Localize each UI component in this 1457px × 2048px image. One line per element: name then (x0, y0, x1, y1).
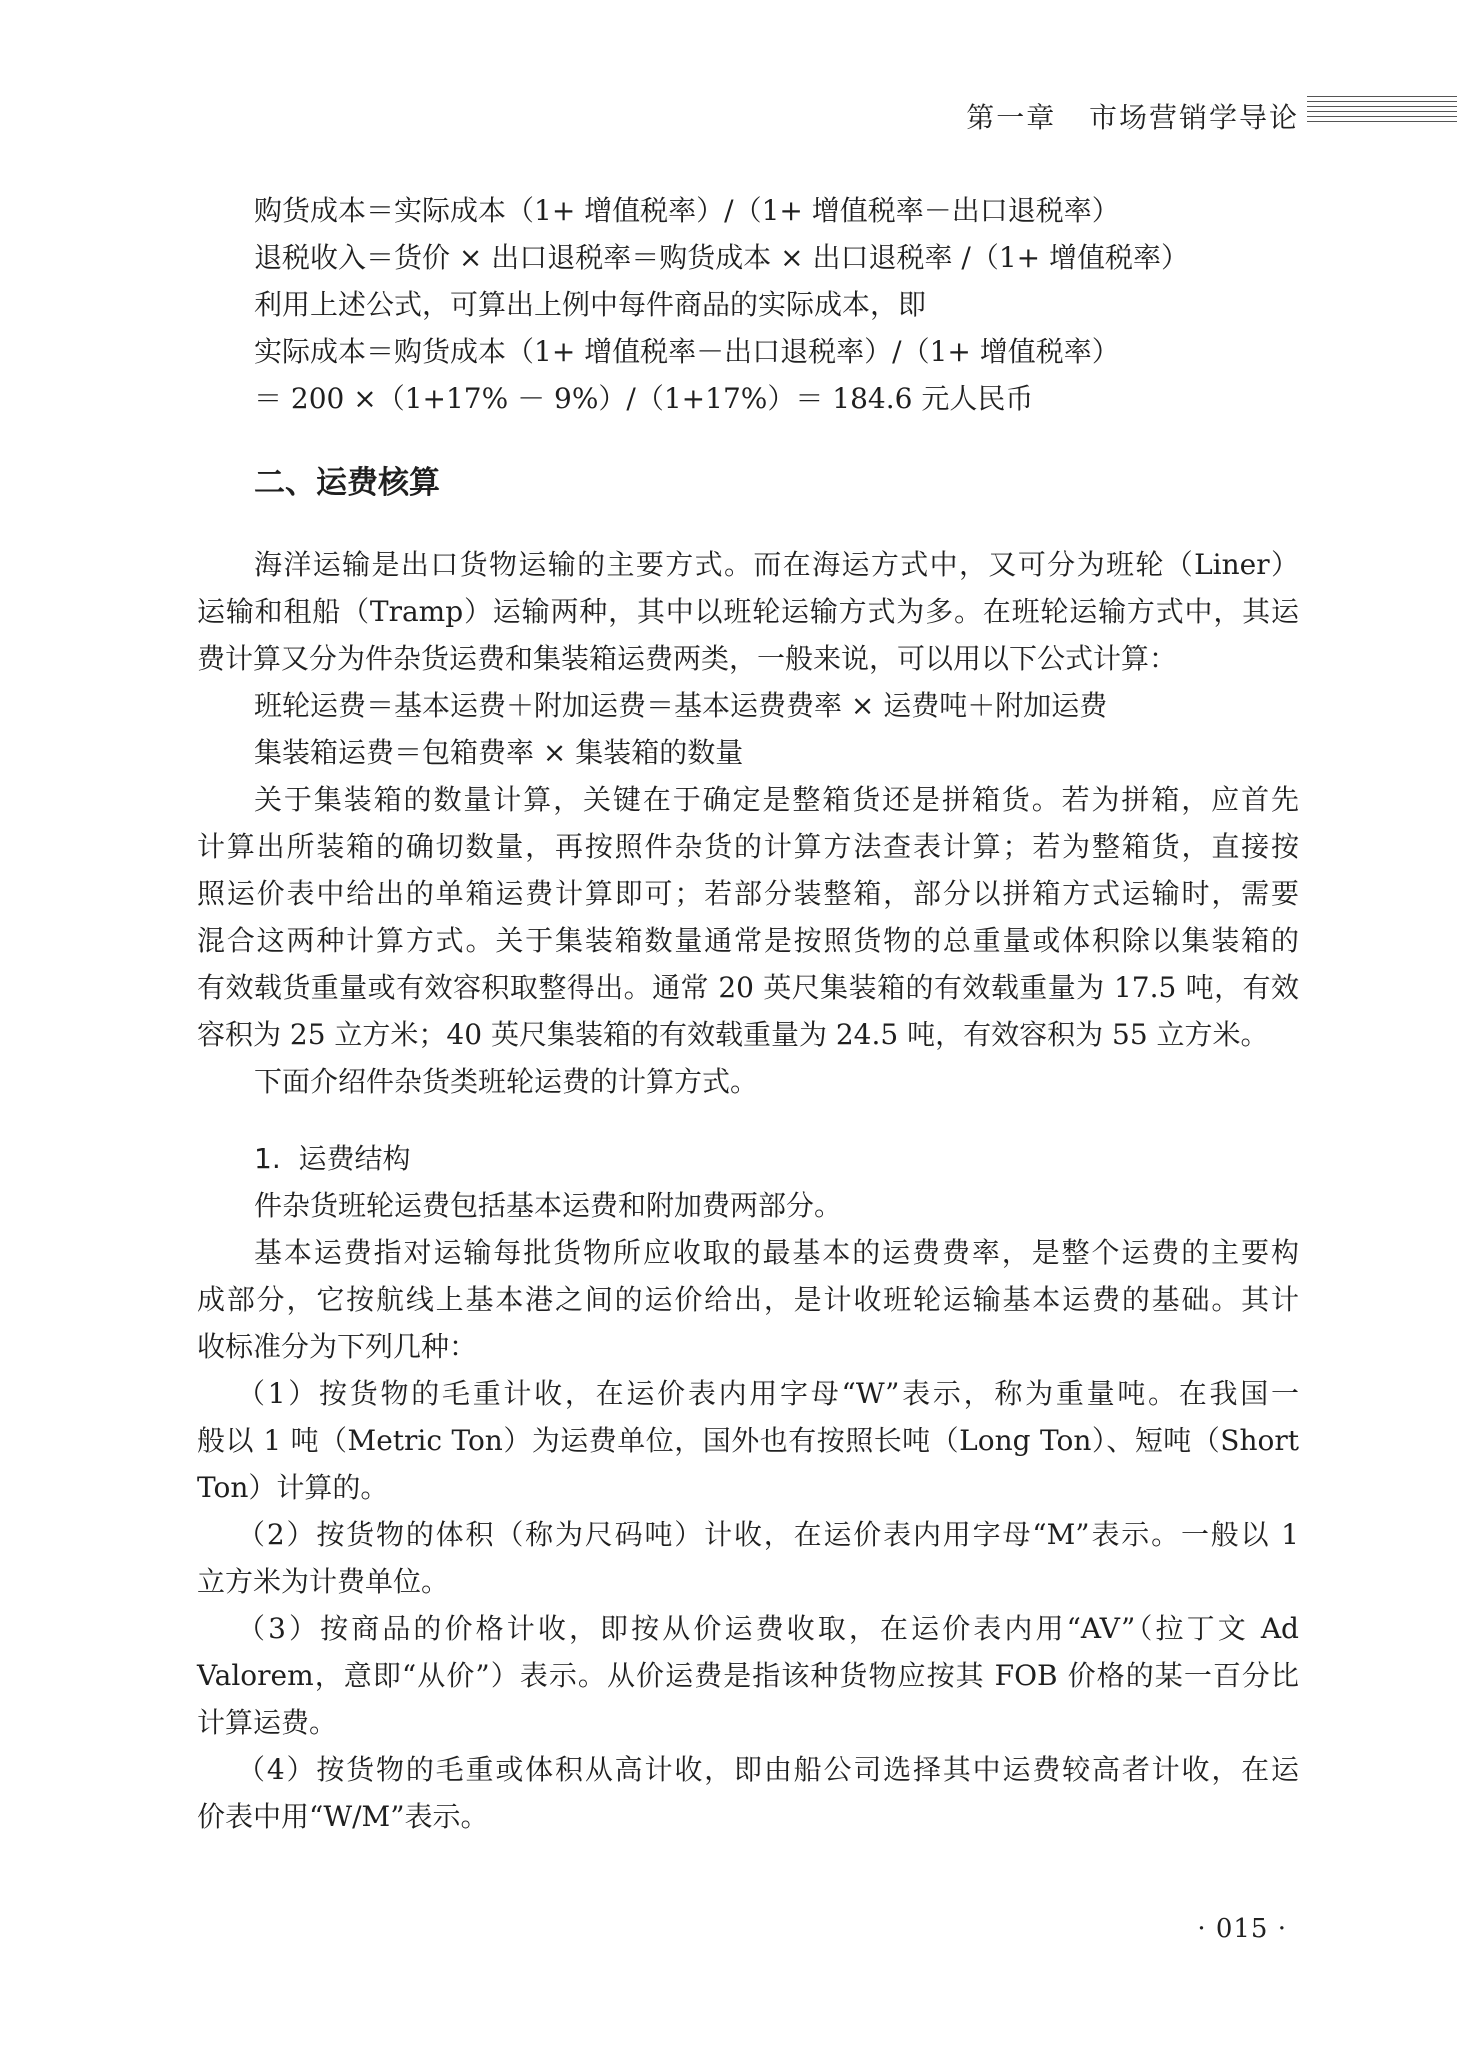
list-item-line: 立方米为计费单位。 (197, 1565, 450, 1598)
list-item-line: 价表中用“W/M”表示。 (197, 1800, 489, 1833)
chapter-name: 市场营销学导论 (1088, 101, 1299, 134)
formula-line: 购货成本＝实际成本（1+ 增值税率）/（1+ 增值税率－出口退税率） (254, 194, 1120, 227)
subsection-title: 运费结构 (298, 1142, 411, 1175)
list-item-line: Valorem，意即“从价”）表示。从价运费是指该种货物应按其 FOB 价格的某一百分比 (197, 1659, 1299, 1692)
formula-line: 退税收入＝货价 × 出口退税率＝购货成本 × 出口退税率 /（1+ 增值税率） (254, 241, 1190, 274)
list-item-line: （3）按商品的价格计收，即按从价运费收取，在运价表内用“AV”（拉丁文 Ad (237, 1612, 1299, 1645)
formula-line: 实际成本＝购货成本（1+ 增值税率－出口退税率）/（1+ 增值税率） (254, 335, 1120, 368)
header-rule-decoration (1307, 96, 1457, 136)
list-item-line: Ton）计算的。 (197, 1471, 389, 1504)
subsection-heading (197, 1135, 1299, 1182)
paragraph-line: 基本运费指对运输每批货物所应收取的最基本的运费费率，是整个运费的主要构 (254, 1236, 1299, 1269)
formula-line: 利用上述公式，可算出上例中每件商品的实际成本，即 (254, 288, 927, 321)
paragraph-line: 混合这两种计算方式。关于集装箱数量通常是按照货物的总重量或体积除以集装箱的 (197, 924, 1299, 957)
formula-line: ＝ 200 ×（1+17% － 9%）/（1+17%）＝ 184.6 元人民币 (254, 382, 1034, 415)
list-item-line: （4）按货物的毛重或体积从高计收，即由船公司选择其中运费较高者计收，在运 (237, 1753, 1299, 1786)
paragraph-line: 容积为 25 立方米；40 英尺集装箱的有效载重量为 24.5 吨，有效容积为 55 立方米。 (197, 1018, 1269, 1051)
running-header (0, 96, 1457, 136)
paragraph-line: 成部分，它按航线上基本港之间的运价给出，是计收班轮运输基本运费的基础。其计 (197, 1283, 1299, 1316)
formula-line: 班轮运费＝基本运费＋附加运费＝基本运费费率 × 运费吨＋附加运费 (254, 689, 1108, 722)
chapter-label: 第一章 (966, 101, 1057, 134)
paragraph-line: 费计算又分为件杂货运费和集装箱运费两类，一般来说，可以用以下公式计算： (197, 642, 1178, 675)
list-item-line: 般以 1 吨（Metric Ton）为运费单位，国外也有按照长吨（Long Ton）、短吨（Short (197, 1424, 1299, 1457)
paragraph-line: 件杂货班轮运费包括基本运费和附加费两部分。 (254, 1189, 843, 1222)
paragraph-line: 海洋运输是出口货物运输的主要方式。而在海运方式中，又可分为班轮（Liner） (254, 548, 1299, 581)
list-item-line: （1）按货物的毛重计收，在运价表内用字母“W”表示，称为重量吨。在我国一 (237, 1377, 1299, 1410)
page-body (197, 187, 1299, 1840)
page-number: · 015 · (1197, 1914, 1287, 1944)
paragraph-line: 照运价表中给出的单箱运费计算即可；若部分装整箱，部分以拼箱方式运输时，需要 (197, 877, 1299, 910)
paragraph-line: 有效载货重量或有效容积取整得出。通常 20 英尺集装箱的有效载重量为 17.5 吨，有效 (197, 971, 1299, 1004)
subsection-number: 1. (254, 1142, 281, 1175)
list-item-line: （2）按货物的体积（称为尺码吨）计收，在运价表内用字母“M”表示。一般以 1 (237, 1518, 1299, 1551)
paragraph-line: 运输和租船（Tramp）运输两种，其中以班轮运输方式为多。在班轮运输方式中，其运 (197, 595, 1299, 628)
paragraph-line: 下面介绍件杂货类班轮运费的计算方式。 (254, 1065, 759, 1098)
formula-line: 集装箱运费＝包箱费率 × 集装箱的数量 (254, 736, 744, 769)
paragraph-line: 计算出所装箱的确切数量，再按照件杂货的计算方法查表计算；若为整箱货，直接按 (197, 830, 1299, 863)
paragraph-line: 收标准分为下列几种： (197, 1330, 478, 1363)
section-heading: 二、运费核算 (254, 465, 440, 501)
paragraph-line: 关于集装箱的数量计算，关键在于确定是整箱货还是拼箱货。若为拼箱，应首先 (254, 783, 1299, 816)
list-item-line: 计算运费。 (197, 1706, 338, 1739)
chapter-title (966, 96, 1299, 136)
